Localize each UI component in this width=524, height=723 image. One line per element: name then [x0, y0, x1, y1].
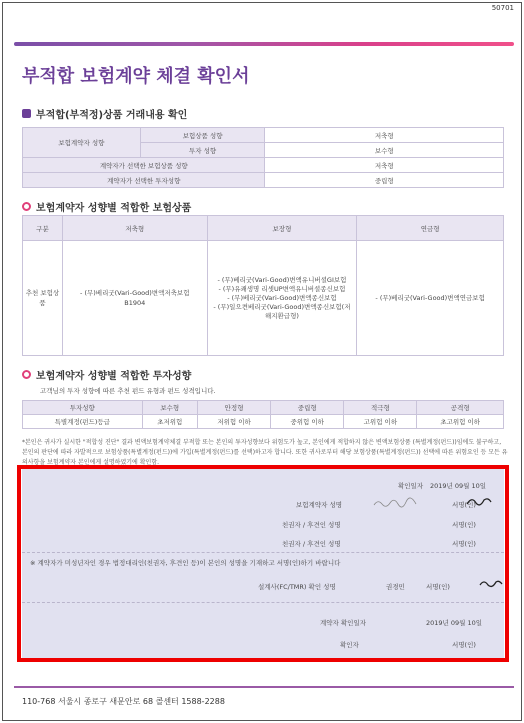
selected-investment-label: 계약자가 선택한 투자성향	[23, 173, 265, 188]
investment-disposition-table	[22, 400, 504, 429]
protection-header: 보장형	[207, 216, 357, 241]
insurance-disposition-value: 저축형	[265, 128, 504, 143]
disposition-header: 보수형	[142, 401, 197, 415]
fund-grade-cell: 중위험 이하	[271, 415, 344, 429]
guardian1-label: 친권자 / 후견인 성명	[282, 521, 341, 529]
contractor-date-label: 계약자 확인일자	[320, 619, 367, 627]
document-title: 부적합 보험계약 체결 확인서	[22, 66, 250, 87]
fund-grade-cell: 초고위험 이하	[417, 415, 504, 429]
section1-heading-text: 부적합(부적정)상품 거래내용 확인	[36, 110, 188, 121]
disposition-header: 안정형	[197, 401, 270, 415]
policyholder-disposition-label: 보험계약자 성향	[23, 128, 141, 158]
document-code: 50701	[491, 4, 514, 12]
selected-product-value: 저축형	[265, 158, 504, 173]
highlight-box	[17, 465, 509, 662]
circle-bullet-icon	[22, 370, 31, 379]
contractor-label: 확인자	[340, 641, 359, 649]
planner-label: 설계사(FC/TMR) 확인 성명	[258, 583, 336, 591]
savings-header: 저축형	[62, 216, 207, 241]
selected-product-label: 계약자가 선택한 보험상품 성향	[23, 158, 265, 173]
savings-product: - (무)베리굿(Vari-Good)변액저축보험 B1904	[62, 241, 207, 356]
guardian1-seal: 서명(인)	[452, 521, 476, 529]
category-header: 구분	[23, 216, 63, 241]
fund-grade-cell: 고위험 이하	[344, 415, 417, 429]
disposition-header: 중립형	[271, 401, 344, 415]
section1-heading	[22, 106, 187, 121]
pension-header: 연금형	[357, 216, 504, 241]
recommended-products-table	[22, 215, 504, 356]
planner-name: 권경민	[386, 583, 405, 591]
footer-address: 110-768 서울시 종로구 새문안로 68 콜센터 1588-2288	[22, 697, 225, 706]
contractor-date-value: 2019년 09월 10일	[426, 619, 483, 627]
confirm-date-label: 확인일자	[398, 482, 424, 490]
protection-product-item: - (무)베리굿(Vari-Good)변액유니버셜GI보험	[217, 275, 347, 284]
guardian2-seal: 서명(인)	[452, 540, 476, 548]
fund-grade-cell: 초저위험	[142, 415, 197, 429]
protection-product-item: - (무)베리굿(Vari-Good)변액종신보험	[227, 293, 337, 302]
disposition-header: 공격형	[417, 401, 504, 415]
guardian2-label: 친권자 / 후견인 성명	[282, 540, 341, 548]
insurance-disposition-label: 보험상품 성향	[140, 128, 265, 143]
investment-disposition-label: 투자 성향	[140, 143, 265, 158]
policyholder-seal: 서명(인)	[452, 501, 476, 509]
investment-disposition-value: 보수형	[265, 143, 504, 158]
footer-divider	[14, 686, 514, 688]
fund-grade-cell: 특별계정(펀드)등급	[23, 415, 143, 429]
square-bullet-icon	[22, 109, 31, 118]
minor-note: ※ 계약자가 미성년자인 경우 법정대리인(친권자, 후견인 등)이 본인의 성명을 기재하고 서명(인)하기 바랍니다	[30, 559, 341, 567]
contractor-seal: 서명(인)	[452, 641, 476, 649]
section2-heading	[22, 199, 191, 214]
policyholder-sign-label: 보험계약자 성명	[296, 501, 343, 509]
circle-bullet-icon	[22, 202, 31, 211]
section3-heading-text: 보험계약자 성향별 적합한 투자성향	[36, 371, 192, 382]
confirm-date-value: 2019년 09월 10일	[430, 482, 487, 490]
suitability-table	[22, 127, 504, 188]
planner-seal: 서명(인)	[426, 583, 450, 591]
recommended-row-label: 추천 보험상품	[23, 241, 63, 356]
section3-intro: 고객님의 투자 성향에 따른 추천 펀드 유형과 펀드 성격입니다.	[40, 387, 216, 395]
consent-note: *본인은 귀사가 실시한 "적합성 진단" 결과 변액보험계약체결 부적합 또는 본인의 투자성향보다 위험도가 높고, 본인에게 적합하지 않은 변액보험상품 (특별계정(펀드))임에도 불구하고, 본인의 판단에 따라 자발적으로 보험상품(특별계정(펀드))에 가입(특별계정(펀드)를 선택)하고자 합니다. 또한 귀사로부터 해당 보험상품(특별계정(펀드)) 선택에 따른 위험요인 등 모든 유의사항을 보험계약자 본인에게 설명하였기에 확인함.	[22, 439, 508, 466]
protection-product-item: - (무)일으켠베리굿(Vari-Good)변액종신보험(저해지환급형)	[213, 302, 351, 320]
pension-product: - (무)베리굿(Vari-Good)변액연금보험	[357, 241, 504, 356]
selected-investment-value: 중립형	[265, 173, 504, 188]
disposition-header: 투자성향	[23, 401, 143, 415]
protection-product-item: - (무)유쾌생명 리셋UP변액유니버셜종신보험	[218, 284, 346, 293]
fund-grade-cell: 저위험 이하	[197, 415, 270, 429]
header-gradient-bar	[14, 42, 514, 46]
section3-heading	[22, 367, 191, 382]
disposition-header: 적극형	[344, 401, 417, 415]
section2-heading-text: 보험계약자 성향별 적합한 보험상품	[36, 203, 192, 214]
